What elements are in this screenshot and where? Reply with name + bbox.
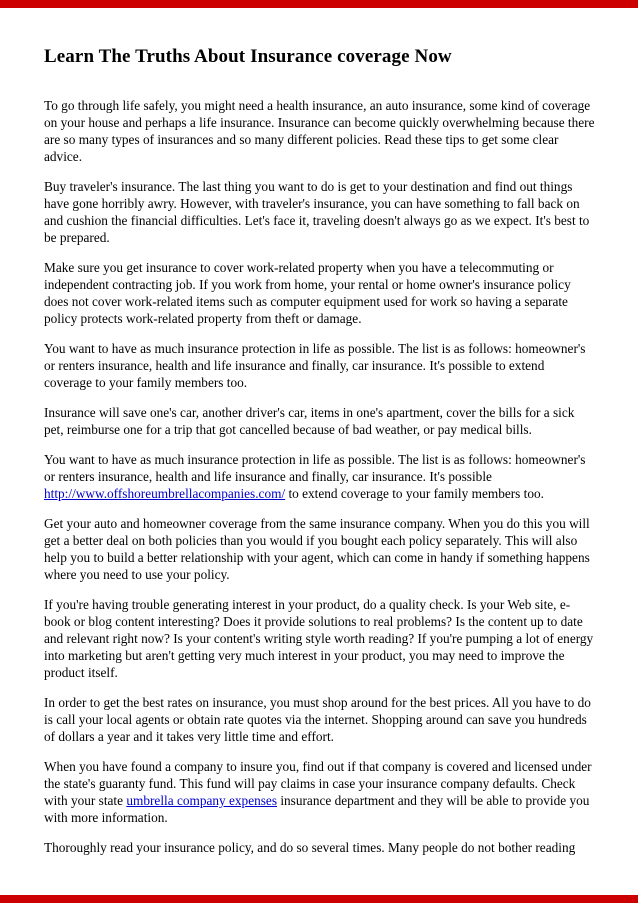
- inline-link[interactable]: umbrella company expenses: [126, 792, 278, 808]
- paragraph: [44, 178, 595, 246]
- bottom-red-bar: [0, 895, 638, 903]
- inline-link[interactable]: http://www.offshoreumbrellacompanies.com/: [44, 485, 286, 501]
- paragraph: [44, 340, 595, 391]
- paragraph-text: Buy traveler's insurance. The last thing you want to do is get to your destination and find out things have gone horribly awry. However, with traveler's insurance, you can have something to fall back on and cushion the financial difficulties. Let's face it, traveling doesn't always go as we expect. It's best to be prepared.: [44, 178, 590, 245]
- paragraph-text: When you have found a company to insure you, find out if that company is covered and licensed under the state's guaranty fund. This fund will pay claims in case your insurance company defaults. Check with your state: [44, 758, 592, 808]
- document-content: [0, 8, 638, 869]
- paragraph-text: If you're having trouble generating interest in your product, do a quality check. Is your Web site, e-book or blog content interesting? Does it provide solutions to real problems? Is the content up to date and relevant right now? Is your content's writing style worth reading? If you're pumping a lot of energy into marketing but aren't getting very much interest in your product, you may need to improve the product itself.: [44, 596, 594, 680]
- paragraph: [44, 451, 595, 502]
- paragraph-text: To go through life safely, you might need a health insurance, an auto insurance, some kind of coverage on your house and perhaps a life insurance. Insurance can become quickly overwhelming because there are so many types of insurances and so many different policies. Read these tips to get some clear advice.: [44, 97, 595, 164]
- paragraph-text: Make sure you get insurance to cover work-related property when you have a telecommuting or independent contracting job. If you work from home, your rental or home owner's insurance policy does not cover work-related items such as computer equipment used for work so having a separate policy protects work-related property from theft or damage.: [44, 259, 571, 326]
- paragraph: [44, 694, 595, 745]
- paragraph: [44, 839, 595, 856]
- page-title: Learn The Truths About Insurance coverage Now: [44, 46, 452, 67]
- paragraph-text: You want to have as much insurance protection in life as possible. The list is as follows: homeowner's or renters insurance, health and life insurance and finally, car insurance. It's possible: [44, 451, 586, 484]
- paragraph-text: In order to get the best rates on insurance, you must shop around for the best prices. All you have to do is call your local agents or obtain rate quotes via the internet. Shopping around can save you hundreds of dollars a year and it takes very little time and effort.: [44, 694, 591, 744]
- paragraph: [44, 97, 595, 165]
- paragraph: [44, 259, 595, 327]
- top-red-bar: [0, 0, 638, 8]
- paragraph: [44, 515, 595, 583]
- paragraph: [44, 758, 595, 826]
- paragraph-text: to extend coverage to your family members too.: [285, 485, 544, 501]
- paragraph-text: You want to have as much insurance protection in life as possible. The list is as follows: homeowner's or renters insurance, health and life insurance and finally, car insurance. It's possible to extend coverage to your family members too.: [44, 340, 586, 390]
- paragraph: [44, 596, 595, 681]
- paragraph-text: Thoroughly read your insurance policy, and do so several times. Many people do not bother reading: [44, 839, 576, 855]
- paragraph-text: insurance department and they will be able to provide you with more information.: [44, 792, 590, 825]
- paragraph-text: Get your auto and homeowner coverage from the same insurance company. When you do this you will get a better deal on both policies than you would if you bought each policy separately. This will also help you to build a better relationship with your agent, which can come in handy if something happens where you need to use your policy.: [44, 515, 590, 582]
- article-body: [44, 97, 595, 856]
- paragraph: [44, 404, 595, 438]
- paragraph-text: Insurance will save one's car, another driver's car, items in one's apartment, cover the bills for a sick pet, reimburse one for a trip that got cancelled because of bad weather, or pay medical bills.: [44, 404, 575, 437]
